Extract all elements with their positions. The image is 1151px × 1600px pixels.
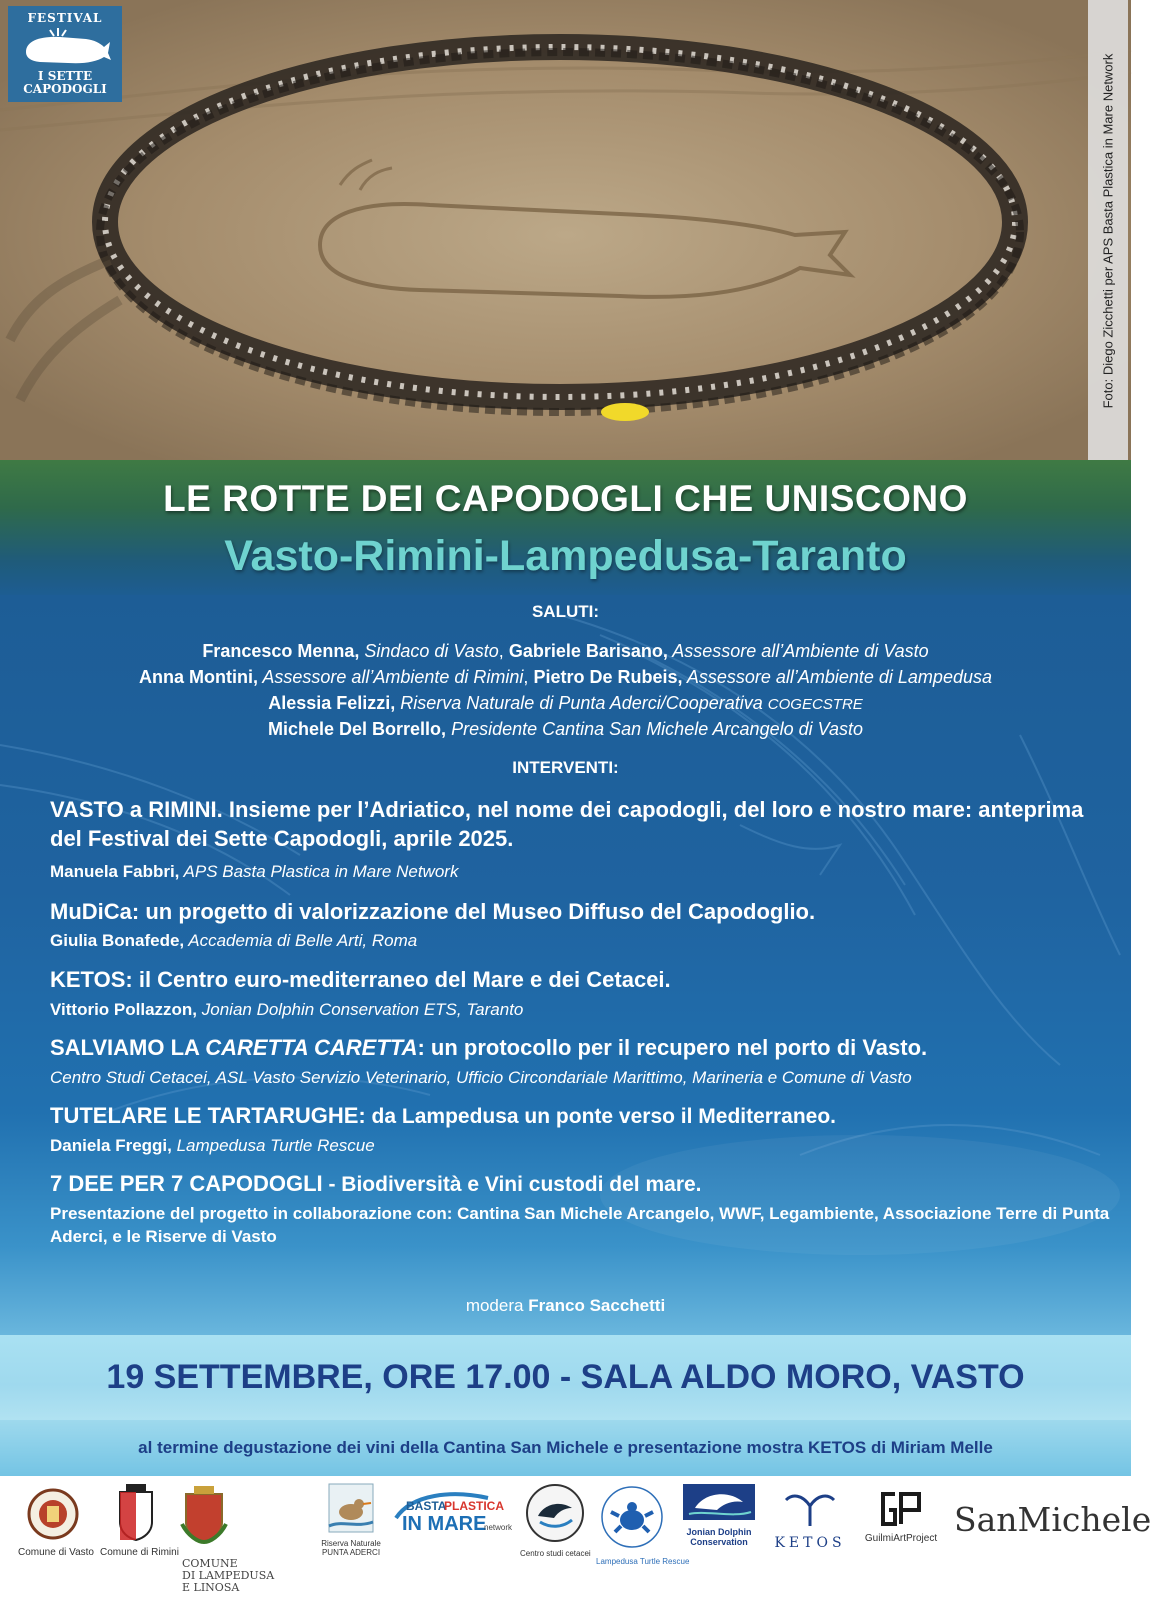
- greeting-name: Alessia Felizzi,: [268, 693, 396, 713]
- logo-comune-rimini: Comune di Rimini: [100, 1484, 172, 1558]
- logo-comune-lampedusa: COMUNE DI LAMPEDUSA E LINOSA: [178, 1484, 318, 1594]
- bird-icon: [327, 1482, 375, 1534]
- jonian-dolphin-icon: [681, 1482, 757, 1522]
- festival-logo-line2: I SETTE: [37, 69, 93, 83]
- lampedusa-crest-icon: [178, 1484, 230, 1544]
- basta-plastica-d: network: [484, 1523, 513, 1532]
- festival-logo-line1: FESTIVAL: [27, 11, 103, 25]
- greeting-name: Francesco Menna,: [202, 641, 360, 661]
- talk-detail: Presentazione del progetto in collaborazione con: Cantina San Michele Arcangelo, WWF, Legambiente, Associazione Terre di Punta Aderci, e le Riserve di Vasto: [50, 1204, 1110, 1246]
- saluti-heading: SALUTI:: [531, 602, 600, 621]
- gap-logo-icon: [879, 1490, 923, 1528]
- greeting-line: Francesco Menna, Sindaco di Vasto, Gabriele Barisano, Assessore all’Ambiente di Vasto: [202, 641, 929, 661]
- greeting-line: Anna Montini, Assessore all’Ambiente di Rimini, Pietro De Rubeis, Assessore all’Ambiente di Lampedusa: [139, 667, 992, 687]
- greeting-role: Assessore all’Ambiente di Vasto: [667, 641, 929, 661]
- talk-speaker: Centro Studi Cetacei, ASL Vasto Servizio Veterinario, Ufficio Circondariale Marittimo, Marineria e Comune di Vasto: [50, 1068, 912, 1087]
- sponsor-logos: [0, 1478, 1151, 1600]
- csc-dolphin-icon: [524, 1482, 586, 1544]
- talk-title: KETOS: il Centro euro-mediterraneo del Mare e dei Cetacei.: [50, 967, 671, 992]
- greeting-name: Gabriele Barisano,: [508, 641, 668, 661]
- moderator-name: Franco Sacchetti: [528, 1296, 666, 1315]
- logo-centro-studi-cetacei: Centro studi cetacei: [520, 1482, 590, 1558]
- talk-speaker: Giulia Bonafede, Accademia di Belle Arti, Roma: [50, 931, 418, 950]
- greeting-role: Riserva Naturale di Punta Aderci/Cooperativa: [395, 693, 768, 713]
- vasto-crest-icon: [27, 1486, 79, 1542]
- hero-photo: [0, 0, 1131, 470]
- talk-title: MuDiCa: un progetto di valorizzazione del Museo Diffuso del Capodoglio.: [50, 899, 816, 924]
- logo-comune-vasto: Comune di Vasto: [18, 1486, 88, 1558]
- greeting-name: Pietro De Rubeis,: [533, 667, 683, 687]
- talk-title: SALVIAMO LA CARETTA CARETTA: un protocollo per il recupero nel porto di Vasto.: [50, 1035, 928, 1060]
- beach-photo-illustration: [0, 0, 1131, 470]
- festival-logo: [8, 6, 122, 102]
- greeting-line: [0, 693, 1131, 714]
- event-date-venue: 19 SETTEMBRE, ORE 17.00 - SALA ALDO MORO, VASTO: [106, 1358, 1025, 1396]
- logo-lampedusa-turtle-rescue: Lampedusa Turtle Rescue: [596, 1482, 668, 1566]
- greeting-role: COGECSTRE: [767, 696, 863, 713]
- basta-plastica-a: BASTA: [406, 1499, 447, 1513]
- greeting-role: Sindaco di Vasto: [359, 641, 499, 661]
- logo-san-michele: SanMichele: [954, 1500, 1151, 1539]
- talk-title: VASTO a RIMINI. Insieme per l’Adriatico, nel nome dei capodogli, del loro e nostro mare: anteprima del Festival dei Sette Capodogli, aprile 2025.: [50, 797, 1084, 851]
- talk-speaker: Vittorio Pollazzon, Jonian Dolphin Conservation ETS, Taranto: [50, 1000, 524, 1019]
- greeting-line: [0, 719, 1131, 740]
- logo-jonian-dolphin: Jonian Dolphin Conservation: [678, 1482, 760, 1547]
- greeting-role: Assessore all’Ambiente di Rimini: [257, 667, 524, 687]
- photo-credit-text: Foto: Diego Zicchetti per APS Basta Plastica in Mare Network: [1100, 53, 1116, 409]
- interventi-heading: INTERVENTI:: [512, 758, 619, 777]
- basta-plastica-logo-icon: [392, 1488, 512, 1540]
- sub-title: Vasto-Rimini-Lampedusa-Taranto: [224, 532, 907, 580]
- basta-plastica-c: IN MARE: [402, 1513, 487, 1535]
- photo-credit: [1088, 0, 1128, 462]
- tasting-note: al termine degustazione dei vini della Cantina San Michele e presentazione mostra KETOS di Miriam Melle: [138, 1438, 993, 1457]
- logo-riserva-punta-aderci: Riserva Naturale PUNTA ADERCI: [316, 1482, 386, 1557]
- greeting-name: Michele Del Borrello,: [268, 719, 447, 739]
- talk-title: TUTELARE LE TARTARUGHE: da Lampedusa un ponte verso il Mediterraneo.: [50, 1103, 836, 1128]
- moderator: modera Franco Sacchetti: [465, 1296, 666, 1315]
- festival-logo-line3: CAPODOGLI: [23, 82, 107, 96]
- logo-ketos: KETOS: [774, 1486, 846, 1551]
- greeting-name: Anna Montini,: [139, 667, 258, 687]
- rimini-crest-icon: [116, 1484, 156, 1542]
- logo-guilmi-art-project: GuilmiArtProject: [858, 1490, 944, 1544]
- greeting-role: Presidente Cantina San Michele Arcangelo di Vasto: [446, 719, 863, 739]
- turtle-icon: [597, 1482, 667, 1552]
- ketos-tail-icon: [780, 1486, 840, 1530]
- main-title: LE ROTTE DEI CAPODOGLI CHE UNISCONO: [163, 478, 968, 519]
- whale-icon: [20, 26, 112, 68]
- greeting-role: Assessore all’Ambiente di Lampedusa: [682, 667, 992, 687]
- talk-speaker: Daniela Freggi, Lampedusa Turtle Rescue: [50, 1136, 375, 1155]
- talk-speaker: Manuela Fabbri, APS Basta Plastica in Mare Network: [50, 862, 459, 881]
- logo-basta-plastica: [392, 1488, 512, 1545]
- basta-plastica-b: PLASTICA: [444, 1499, 504, 1513]
- talk-title: 7 DEE PER 7 CAPODOGLI - Biodiversità e Vini custodi del mare.: [50, 1171, 702, 1196]
